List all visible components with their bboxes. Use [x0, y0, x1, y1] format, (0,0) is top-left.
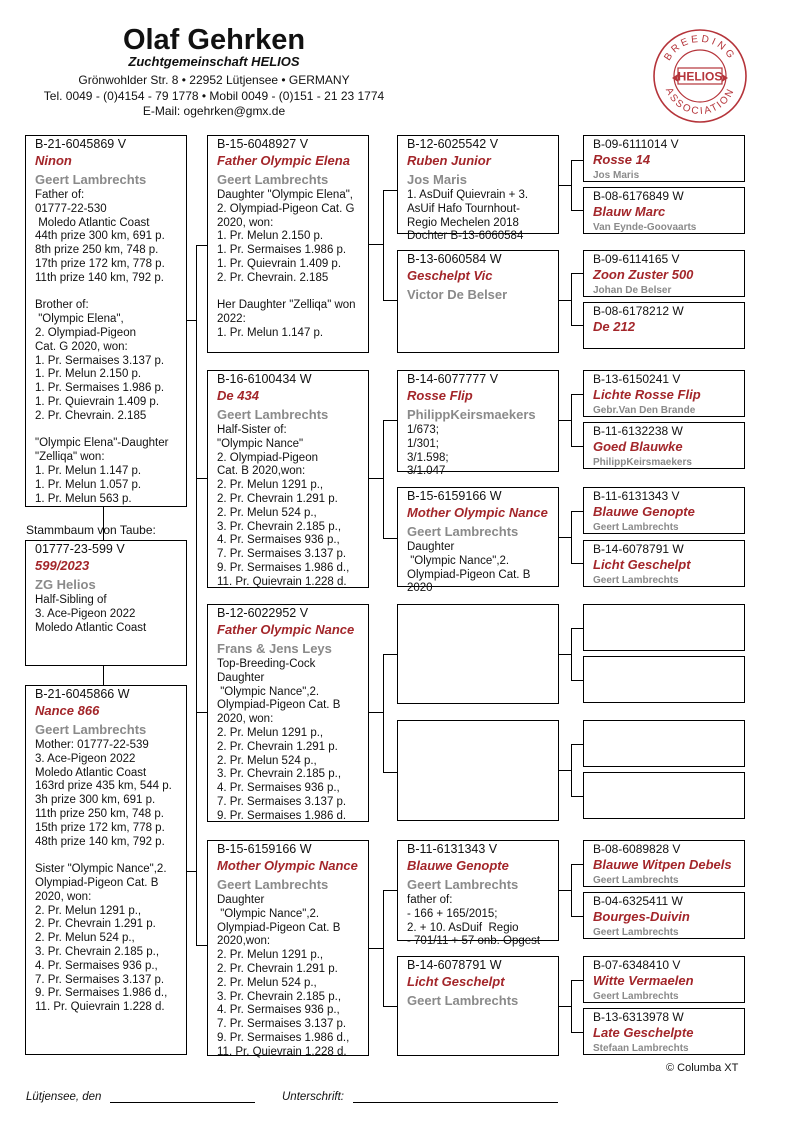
pedigree-connector-line — [383, 772, 397, 773]
pedigree-connector-line — [559, 420, 571, 421]
ring-number: B-16-6100434 W — [217, 372, 312, 386]
mother-box[interactable] — [25, 685, 187, 1055]
pigeon-name: Ruben Junior — [407, 153, 491, 168]
ring-number: B-21-6045869 V — [35, 137, 127, 151]
breeder-name: Stefaan Lambrechts — [593, 1043, 689, 1054]
breeder-name: Gebr.Van Den Brande — [593, 405, 696, 416]
pedigree-connector-line — [559, 654, 571, 655]
gen4-box[interactable] — [583, 892, 745, 939]
pedigree-connector-line — [196, 712, 207, 713]
breeder-name: Geert Lambrechts — [593, 991, 679, 1002]
great-grandparent-box[interactable] — [397, 840, 559, 948]
pedigree-connector-line — [383, 538, 397, 539]
pigeon-name: 599/2023 — [35, 558, 90, 573]
ring-number: B-11-6132238 W — [593, 424, 683, 438]
breeder-name: Victor De Belser — [407, 287, 508, 302]
pigeon-name: Goed Blauwke — [593, 439, 683, 454]
ring-number: B-13-6150241 V — [593, 372, 681, 386]
breeder-name: Olaf Gehrken — [122, 24, 306, 56]
ring-number: B-09-6111014 V — [593, 137, 679, 151]
ring-number: B-14-6078791 W — [593, 542, 684, 556]
pedigree-connector-line — [187, 871, 197, 872]
ring-number: B-14-6077777 V — [407, 372, 499, 386]
pedigree-notes: Father of: 01777-22-530 Moledo Atlantic Coast 44th prize 300 km, 691 p. 8th prize 250 km, 748 p. 17th prize 172 km, 778 p. 11th prize 140 km, 792 p. Brother of: "Olympic Elena", 2. Olympiad-Pigeon Cat. G 2020, won: 1. Pr. Sermaises 3.137 p. 1. Pr. Melun 2.150 p. 1. Pr. Sermaises 1.986 p. 1. Pr. Quievrain 1.409 p. 2. Pr. Chevrain. 2.185 "Olympic Elena"-Daughter "Zelliqa" won: 1. Pr. Melun 1.147 p. 1. Pr. Melun 1.057 p. 1. Pr. Melun 563 p. — [35, 189, 169, 505]
pedigree-connector-line — [571, 325, 583, 326]
breeder-name: PhilippKeirsmaekers — [407, 407, 536, 422]
place-date-label: Lütjensee, den — [26, 1091, 102, 1103]
pedigree-connector-line — [383, 890, 397, 891]
place-date-line[interactable] — [110, 1102, 255, 1103]
pigeon-name: Father Olympic Elena — [217, 153, 350, 168]
pedigree-notes: Daughter "Olympic Nance",2. Olympiad-Pigeon Cat. B 2020 — [407, 541, 531, 595]
breeder-email[interactable]: E-Mail: ogehrken@gmx.de — [142, 104, 286, 118]
pigeon-name: Licht Geschelpt — [593, 557, 691, 572]
pedigree-notes: 1/673; 1/301; 3/1.598; 3/1.047 — [407, 424, 449, 478]
stammbaum-label: Stammbaum von Taube: — [26, 523, 156, 537]
pedigree-connector-line — [571, 680, 583, 681]
pigeon-name: Licht Geschelpt — [407, 974, 505, 989]
breeder-name: Frans & Jens Leys — [217, 641, 332, 656]
gen4-box[interactable] — [583, 840, 745, 887]
breeder-name: Geert Lambrechts — [407, 524, 519, 539]
breeder-name: Geert Lambrechts — [407, 877, 519, 892]
pigeon-name: Zoon Zuster 500 — [593, 267, 694, 282]
ring-number: B-04-6325411 W — [593, 894, 683, 908]
gen4-box[interactable] — [583, 540, 745, 587]
great-grandparent-box[interactable] — [397, 720, 559, 821]
breeder-name: Johan De Belser — [593, 285, 672, 296]
breeder-name: Geert Lambrechts — [35, 722, 147, 737]
logo-bottom-text: ASSOCIATION — [662, 86, 738, 118]
breeder-name: Geert Lambrechts — [217, 172, 329, 187]
pedigree-connector-line — [383, 190, 384, 300]
pedigree-connector-line — [571, 796, 583, 797]
pigeon-name: Late Geschelpte — [593, 1025, 694, 1040]
pedigree-connector-line — [383, 1006, 397, 1007]
pigeon-name: De 212 — [593, 319, 635, 334]
great-grandparent-box[interactable] — [397, 135, 559, 243]
ring-number: B-09-6114165 V — [593, 252, 680, 266]
grandparent-box[interactable] — [207, 604, 369, 822]
pedigree-notes: Mother: 01777-22-539 3. Ace-Pigeon 2022 Moledo Atlantic Coast 163rd prize 435 km, 544 p. 3h prize 300 km, 691 p. 11th prize 250 km, 748 p. 15th prize 172 km, 778 p. 48th prize 140 km, 792 p. Sister "Olympic Nance",2. Olympiad-Pigeon Cat. B 2020, won: 2. Pr. Melun 1291 p., 2. Pr. Chevrain 1.291 p. 2. Pr. Melun 524 p., 3. Pr. Chevrain 2.185 p., 4. Pr. Sermaises 936 p., 7. Pr. Sermaises 3.137 p. 9. Pr. Sermaises 1.986 d., 11. Pr. Quievrain 1.228 d. — [35, 739, 172, 1014]
ring-number: B-15-6159166 W — [407, 489, 502, 503]
breeder-name: Geert Lambrechts — [593, 522, 679, 533]
great-grandparent-box[interactable] — [397, 370, 559, 478]
gen4-box[interactable] — [583, 135, 745, 182]
pedigree-connector-line — [571, 628, 572, 680]
ring-number: B-13-6060584 W — [407, 252, 502, 266]
pedigree-connector-line — [571, 160, 572, 210]
pedigree-connector-line — [571, 563, 583, 564]
grandparent-box[interactable] — [207, 135, 369, 353]
pedigree-connector-line — [571, 273, 572, 325]
gen4-box[interactable] — [583, 302, 745, 349]
ring-number: B-07-6348410 V — [593, 958, 681, 972]
pedigree-connector-line — [383, 654, 397, 655]
pedigree-connector-line — [383, 300, 397, 301]
ring-number: B-15-6159166 W — [217, 842, 312, 856]
breeder-name: Geert Lambrechts — [593, 927, 679, 938]
pedigree-connector-line — [571, 210, 583, 211]
pigeon-name: Geschelpt Vic — [407, 268, 493, 283]
breeder-name: Geert Lambrechts — [217, 877, 329, 892]
breeder-name: Geert Lambrechts — [35, 172, 147, 187]
grandparent-box[interactable] — [207, 840, 369, 1056]
pedigree-connector-line — [196, 245, 207, 246]
pigeon-name: Witte Vermaelen — [593, 973, 694, 988]
pigeon-name: Mother Olympic Nance — [407, 505, 548, 520]
ring-number: B-12-6025542 V — [407, 137, 499, 151]
pedigree-connector-line — [369, 948, 383, 949]
gen4-box[interactable] — [583, 656, 745, 703]
pedigree-connector-line — [559, 1006, 571, 1007]
pigeon-name: Father Olympic Nance — [217, 622, 355, 637]
pedigree-notes: father of: - 166 + 165/2015; 2. + 10. AsDuif Regio - 701/11 + 57 onb. Opgest — [407, 894, 541, 948]
pedigree-connector-line — [559, 770, 571, 771]
gen4-box[interactable] — [583, 487, 745, 534]
signature-label: Unterschrift: — [282, 1091, 344, 1103]
pedigree-connector-line — [571, 394, 572, 446]
pedigree-connector-line — [196, 945, 207, 946]
pedigree-notes: Top-Breeding-Cock Daughter "Olympic Nance",2. Olympiad-Pigeon Cat. B 2020, won: 2. Pr. Melun 1291 p., 2. Pr. Chevrain 1.291 p. 2. Pr. Melun 524 p., 3. Pr. Chevrain 2.185 p., 4. Pr. Sermaises 936 p., 7. Pr. Sermaises 3.137 p. 9. Pr. Sermaises 1.986 d. — [217, 658, 347, 822]
breeder-phone: Tel. 0049 - (0)4154 - 79 1778 • Mobil 0049 - (0)151 - 21 23 1774 — [43, 89, 385, 103]
pedigree-connector-line — [559, 890, 571, 891]
pedigree-notes: 1. AsDuif Quievrain + 3. AsUif Hafo Tournhout- Regio Mechelen 2018 Dochter B-13-6060584 — [407, 189, 529, 243]
father-box[interactable] — [25, 135, 187, 507]
great-grandparent-box[interactable] — [397, 487, 559, 595]
breeder-name: PhilippKeirsmaekers — [593, 457, 692, 468]
gen4-box[interactable] — [583, 370, 745, 417]
logo-center-text: HELIOS — [677, 69, 723, 84]
ring-number: B-21-6045866 W — [35, 687, 130, 701]
pedigree-connector-line — [571, 1032, 583, 1033]
pedigree-connector-line — [571, 864, 572, 916]
pigeon-name: Blauwe Genopte — [593, 504, 695, 519]
pedigree-connector-line — [571, 916, 583, 917]
ring-number: B-11-6131343 V — [407, 842, 498, 856]
pigeon-name: Mother Olympic Nance — [217, 858, 358, 873]
pigeon-name: Bourges-Duivin — [593, 909, 690, 924]
pedigree-connector-line — [571, 864, 583, 865]
pigeon-name: Rosse 14 — [593, 152, 651, 167]
ring-number: B-14-6078791 W — [407, 958, 502, 972]
breeder-name: Van Eynde-Goovaarts — [593, 222, 697, 233]
pedigree-connector-line — [571, 628, 583, 629]
pedigree-notes: Half-Sister of: "Olympic Nance" 2. Olympiad-Pigeon Cat. B 2020,won: 2. Pr. Melun 1291 p., 2. Pr. Chevrain 1.291 p. 2. Pr. Melun 524 p., 3. Pr. Chevrain 2.185 p., 4. Pr. Sermaises 936 p., 7. Pr. Sermaises 3.137 p. 9. Pr. Sermaises 1.986 d., 11. Pr. Quievrain 1.228 d. — [217, 424, 350, 588]
pedigree-connector-line — [571, 446, 583, 447]
subject-box[interactable] — [25, 540, 187, 666]
pedigree-connector-line — [571, 511, 583, 512]
breeder-name: ZG Helios — [35, 577, 96, 592]
pedigree-connector-line — [571, 511, 572, 563]
gen4-box[interactable] — [583, 187, 745, 234]
pedigree-connector-line — [559, 537, 571, 538]
logo-top-text: BREEDING — [662, 33, 738, 63]
ring-number: B-13-6313978 W — [593, 1010, 684, 1024]
gen4-box[interactable] — [583, 604, 745, 651]
pigeon-name: Ninon — [35, 153, 72, 168]
pedigree-connector-line — [369, 244, 383, 245]
pigeon-name: Lichte Rosse Flip — [593, 387, 701, 402]
pedigree-connector-line — [571, 394, 583, 395]
breeder-address: Grönwohlder Str. 8 • 22952 Lütjensee • GERMANY — [78, 73, 350, 87]
gen4-box[interactable] — [583, 772, 745, 819]
ring-number: B-08-6089828 V — [593, 842, 681, 856]
pedigree-connector-line — [383, 190, 397, 191]
pedigree-connector-line — [369, 712, 383, 713]
gen4-box[interactable] — [583, 250, 745, 297]
pedigree-notes: Half-Sibling of 3. Ace-Pigeon 2022 Moledo Atlantic Coast — [35, 594, 147, 634]
breeder-name: Jos Maris — [593, 170, 640, 181]
pedigree-connector-line — [571, 744, 572, 796]
pedigree-connector-line — [571, 980, 583, 981]
copyright: © Columba XT — [666, 1062, 739, 1074]
pedigree-connector-line — [571, 744, 583, 745]
pedigree-notes: Daughter "Olympic Elena", 2. Olympiad-Pigeon Cat. G 2020, won: 1. Pr. Melun 2.150 p. 1. Pr. Sermaises 1.986 p. 1. Pr. Quievrain 1.409 p. 2. Pr. Chevrain. 2.185 Her Daughter "Zelliqa" won 2022: 1. Pr. Melun 1.147 p. — [217, 189, 356, 339]
ring-number: B-12-6022952 V — [217, 606, 309, 620]
gen4-box[interactable] — [583, 720, 745, 767]
ring-number: B-11-6131343 V — [593, 489, 680, 503]
pedigree-notes: Daughter "Olympic Nance",2. Olympiad-Pigeon Cat. B 2020,won: 2. Pr. Melun 1291 p., 2. Pr. Chevrain 1.291 p. 2. Pr. Melun 524 p., 3. Pr. Chevrain 2.185 p., 4. Pr. Sermaises 936 p., 7. Pr. Sermaises 3.137 p. 9. Pr. Sermaises 1.986 d., 11. Pr. Quievrain 1.228 d. — [217, 894, 350, 1058]
gen4-box[interactable] — [583, 1008, 745, 1055]
ring-number: 01777-23-599 V — [35, 542, 125, 556]
ring-number: B-08-6176849 W — [593, 189, 684, 203]
ring-number: B-08-6178212 W — [593, 304, 684, 318]
pedigree-connector-line — [571, 273, 583, 274]
pedigree-connector-line — [571, 160, 583, 161]
ring-number: B-15-6048927 V — [217, 137, 309, 151]
breeder-name: Geert Lambrechts — [593, 875, 679, 886]
breeder-name: Geert Lambrechts — [407, 993, 519, 1008]
signature-line[interactable] — [353, 1102, 558, 1103]
pigeon-name: Blauwe Witpen Debels — [593, 857, 732, 872]
pedigree-connector-line — [369, 478, 383, 479]
breeder-name: Jos Maris — [407, 172, 467, 187]
pedigree-connector-line — [383, 890, 384, 1006]
great-grandparent-box[interactable] — [397, 604, 559, 704]
breeding-association-logo — [652, 28, 748, 124]
pigeon-name: Nance 866 — [35, 703, 100, 718]
great-grandparent-box[interactable] — [397, 250, 559, 353]
pedigree-connector-line — [571, 980, 572, 1032]
great-grandparent-box[interactable] — [397, 956, 559, 1056]
breeder-name: Geert Lambrechts — [217, 407, 329, 422]
pigeon-name: Rosse Flip — [407, 388, 473, 403]
pedigree-connector-line — [103, 666, 104, 685]
breeder-name: Geert Lambrechts — [593, 575, 679, 586]
grandparent-box[interactable] — [207, 370, 369, 588]
breeder-subtitle: Zuchtgemeinschaft HELIOS — [128, 54, 300, 69]
pigeon-name: De 434 — [217, 388, 259, 403]
pedigree-connector-line — [383, 654, 384, 772]
pedigree-connector-line — [559, 300, 571, 301]
pedigree-connector-line — [383, 420, 384, 538]
pedigree-connector-line — [196, 245, 197, 945]
gen4-box[interactable] — [583, 956, 745, 1003]
pigeon-name: Blauwe Genopte — [407, 858, 509, 873]
pedigree-connector-line — [383, 420, 397, 421]
pigeon-name: Blauw Marc — [593, 204, 666, 219]
gen4-box[interactable] — [583, 422, 745, 469]
pedigree-connector-line — [196, 478, 207, 479]
pedigree-connector-line — [559, 185, 571, 186]
